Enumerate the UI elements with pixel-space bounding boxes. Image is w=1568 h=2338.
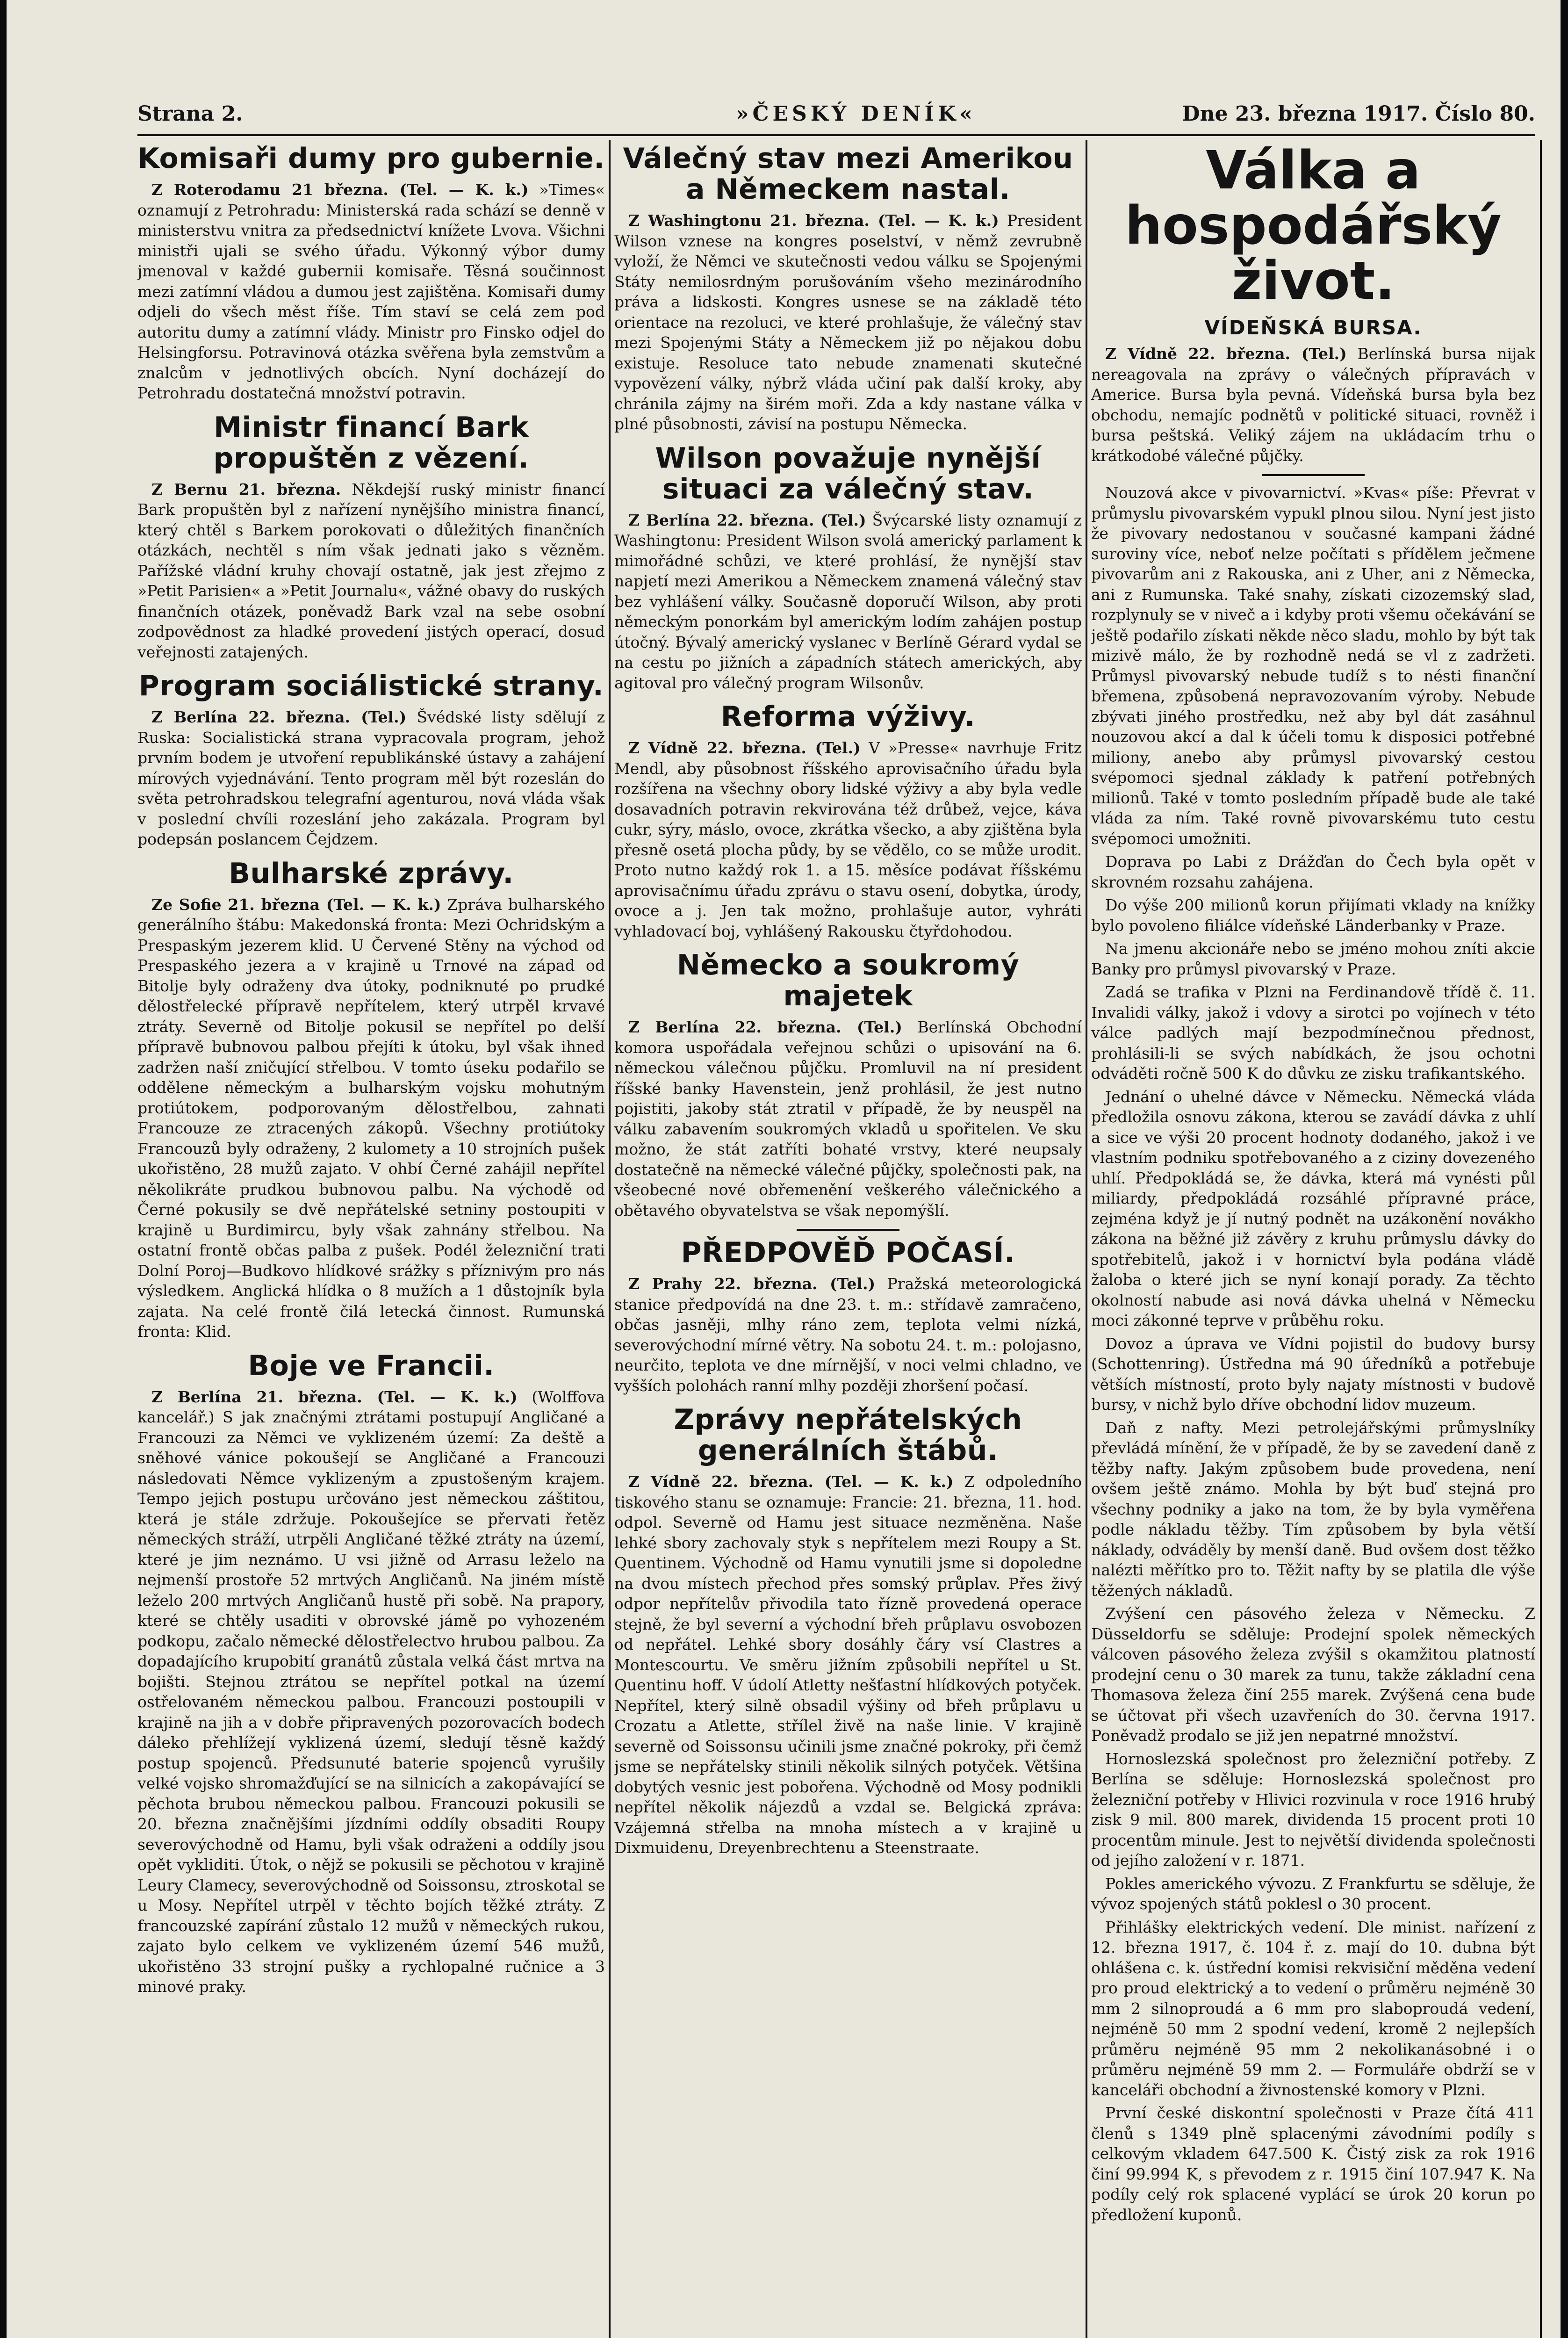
section-subhead: VÍDEŇSKÁ BURSA.: [1204, 316, 1422, 339]
masthead: [137, 102, 1535, 131]
news-item: Pokles amerického vývozu. Z Frankfurtu se sděluje, že vývoz spojených států poklesl o 30 procent.: [1091, 1874, 1535, 1913]
article-dateline: Z Vídně 22. března. (Tel.): [628, 739, 861, 757]
article-bark: [137, 412, 605, 663]
article-body: Berlínská bursa nijak nereagovala na zprávy o válečných přípravách v Americe. Bursa byla pevná. Vídeňská bursa byla bez obchodu, nemajíc podnětů v politické situaci, rovněž i bursa peštská. Veliký zájem na ukládacím trhu o krátkodobé válečné půjčky.: [1091, 345, 1535, 465]
article-dateline: Z Berlína 22. března. (Tel.): [628, 1018, 902, 1036]
news-item: Daň z nafty. Mezi petrolejářskými průmyslníky převládá mínění, že v případě, že by se zavedení daně z těžby nafty. Jakým způsobem bude provedena, není ovšem ještě známo. Mohla by být buď stejná pro všechny podniky a jako na tom, že by byla vyměřena podle nákladu těžby. Tím způsobem by byla větší náklady, odváděly by menší daně. Bud ovšem dost těžko nalézti měřítko pro to. Těžit nafty by se platila dle výše těžených nákladů.: [1091, 1418, 1535, 1600]
divider: [797, 1229, 899, 1231]
article-dateline: Z Berlína 22. března. (Tel.): [628, 511, 866, 529]
column-rule: [1086, 140, 1087, 2338]
article-headline: Ministr financí Bark propuštěn z vězení.: [213, 411, 529, 475]
article-zpravy-stabu: [614, 1404, 1082, 1858]
article-body: Někdejší ruský ministr financí Bark propuštěn byl z nařízení nynějšího ministra financí, který chtěl s Barkem porokovati o důležitých finančních otázkách, nechtěl s ním však jednati jako s vězněm. Pařížské vládní kruhy chovají ostatně, jak jest zřejmo z »Petit Parisien« a »Petit Journalu«, vážné obavy do ruských finančních otázek, poněvadž Bark vzal na sebe osobní zodpovědnost za hladké provedení jistých operací, dosud veřejnosti zatajených.: [137, 480, 605, 661]
article-dateline: Z Berlína 22. března. (Tel.): [151, 708, 407, 726]
article-reforma: [614, 701, 1082, 941]
article-dateline: Z Roterodamu 21 března. (Tel. — K. k.): [151, 180, 529, 199]
article-dateline: Z Bernu 21. března.: [151, 480, 341, 498]
article-body: V »Presse« navrhuje Fritz Mendl, aby působnost říšského aprovisačního úřadu byla rozšířena na všechny obory lidské výživy a aby byla vedle dosavadních potravin rekvirována též drůbež, vejce, káva cukr, sýry, máslo, ovoce, zkrátka všecko, a aby zjištěna byla přesně osetá plocha půdy, by se vědělo, co se může urodit. Proto nutno každý rok 1. a 15. měsíce podávat říšskému aprovisačnímu úřadu zprávu o stavu osení, dobytka, úrody, ovoce a j. Jen tak možno, prohlašuje autor, vyhráti vyhladovací boj, vyhlášený Rakousku čtyřdohodou.: [614, 739, 1082, 940]
divider: [1262, 474, 1365, 476]
article-dateline: Z Vídně 22. března. (Tel.): [1105, 345, 1347, 363]
news-item: První české diskontní společnosti v Praze čítá 411 členů s 1349 plně splacenými závodními podíly s celkovým vkladem 647.500 K. Čistý zisk za rok 1916 činí 99.994 K, s převodem z r. 1915 činí 107.947 K. Na podíly celý rok splacené vyplácí se úrok 20 korun po předložení kuponů.: [1091, 2104, 1535, 2224]
article-body: »Times« oznamují z Petrohradu: Ministerská rada schází se denně v ministerstvu vnitra za předsednictví knížete Lvova. Všichni ministři ujali se svého úřadu. Výkonný výbor dumy jmenoval v každé gubernii komisaře. Těsná součinnost mezi zatímní vládou a dumou jest zajištěna. Komisaři dumy odjeli do všech měst říše. Tím staví se celá zem pod autoritu dumy a zatímní vlády. Ministr pro Finsko odjel do Helsingforsu. Potravinová otázka svěřena byla zemstvům a znalcům v jednotlivých obcích. Nyní docházejí do Petrohradu dostatečná množství potravin.: [137, 180, 605, 402]
article-body: Berlínská Obchodní komora uspořádala veřejnou schůzi o upisování na 6. německou válečnou půjčku. Promluvil na ní president říšské banky Havenstein, jenž prohlásil, že jest nutno pojistiti, jakoby stát ztratil v případě, že by neuspěl na válku zabavením soukromých vkladů u spořitelen. Ve sku možno, že stát zatříti bohaté vrstvy, které neupsaly dostatečně na německé válečné půjčky, společnosti pak, na všeobecné nové obřemenění veškerého válečnického a obětavého obyvatelstva se však nepomýšlí.: [614, 1018, 1082, 1220]
newspaper-title: »ČESKÝ DENÍK«: [736, 102, 976, 126]
article-boje: [137, 1350, 605, 1997]
article-headline: Zprávy nepřátelských generálních štábů.: [674, 1403, 1022, 1467]
news-item: Zadá se trafika v Plzni na Ferdinandově třídě č. 11. Invalidi války, jakož i vdovy a sirotci po vojínech v této válce padlých mají bezpodmínečnou přednost, prohlásili-li se svých nabídkách, že jsou ochotni odváděti ročně 500 K do důvku ze zisku trafikantského.: [1091, 983, 1535, 1082]
article-body: Švédské listy sdělují z Ruska: Socialistická strana vypracovala program, jehož prvním bodem je utvoření republikánské ústavy a zahájení mírových vyjednávání. Tento program měl být rozeslán do světa petrohradskou telegrafní agenturou, nová vláda však v poslední chvíli rozeslání jeho zakázala. Program byl podepsán poslancem Čejdzem.: [137, 708, 605, 848]
article-body: Zpráva bulharského generálního štábu: Makedonská fronta: Mezi Ochridským a Prespaským jezerem klid. U Červené Stěny na východ od Prespaského jezera a v krajině u Trnové na západ od Bitolje byly odraženy dva útoky, podniknuté po prudké dělostřelecké přípravě nepřítelem, který utrpěl krvavé ztráty. Severně od Bitolje pokusil se nepřítel po delší přípravě bubnovou palbou přejíti k útoku, byl však ihned zadržen naší zničující střelbou. V tomto úseku podařilo se oddělene německým a bulharským vojsku mohutným protiútokem, podporovaným dělostřelbou, zahnati Francouze ze ztracených zákopů. Všechny protiútoky Francouzů byly odraženy, 2 kulomety a 10 strojních pušek ukořistěno, 28 mužů zajato. V ohbí Černé zahájil nepřítel několikráte prudkou bubnovou palbu. Na východě od Černé pokusily se dvě nepřátelské setniny postoupiti v krajině u Burdimircu, byly však zahnány střelbou. Na ostatní frontě občas palba z pušek. Podél železniční trati Dolní Poroj—Budkovo hlídkové srážky s příznivým pro nás výsledkem. Anglická hlídka o 8 mužích a 1 důstojník byla zajata. Na celé frontě čilá letecká činnost. Rumunská fronta: Klid.: [137, 895, 605, 1341]
article-nemecko: [614, 950, 1082, 1220]
news-item: Do výše 200 milionů korun přijímati vklady na knížky bylo povoleno filiálce vídeňské Länderbanky v Praze.: [1091, 896, 1535, 935]
article-pocasi: [614, 1229, 1082, 1396]
article-bursa: [1091, 344, 1535, 466]
news-item: Doprava po Labi z Drážďan do Čech byla opět v skrovném rozsahu zahájena.: [1091, 852, 1535, 891]
header-rule: [137, 134, 1535, 136]
article-bulharske: [137, 858, 605, 1342]
article-headline: Program sociálistické strany.: [138, 670, 604, 702]
column-rule: [609, 140, 611, 2338]
article-headline: Válečný stav mezi Amerikou a Německem nastal.: [623, 142, 1073, 206]
news-item: Nouzová akce v pivovarnictví. »Kvas« píše: Převrat v průmyslu pivovarském vypukl plnou silou. Nyní jest jisto že pivovary nedostanou v současné kampani žádné suroviny více, neboť nelze počítati s přídělem ječmene pivovarům ani z Rakouska, ani z Uher, ani z Německa, ani z Rumunska. Také snahy, získati cizozemský slad, rozplynuly se v niveč a i kdyby proti všemu očekávání se ještě podařilo získati někde něco sladu, mohlo by být tak mizivě málo, že by rozhodně nedá se vl z zadržeti. Průmysl pivovarský nebude tudíž s to nésti finanční břemena, způsobená nepravozovaním výroby. Nebude zbývati jiného prostředku, než aby byl dát zasáhnul nouzovou akcí a dal k účeli tomu k disposici potřebné miliony, anebo aby průmysl pivovarský cestou svépomoci sjednal základy k patření potřebných milionů. Také v tomto posledním případě bude ale také vláda za ním. Také rovně pivovarskému tuto cestu svépomoci umožniti.: [1091, 483, 1535, 848]
article-headline: Reforma výživy.: [720, 700, 976, 733]
article-dateline: Z Berlína 21. března. (Tel. — K. k.): [151, 1387, 518, 1406]
article-body: Z odpoledního tiskového stanu se oznamuje: Francie: 21. března, 11. hod. odpol. Severně od Hamu jest situace nezměněna. Naše lehké sbory zachovaly styk s nepřítelem mezi Roupy a St. Quentinem. Východně od Hamu vynutili jsme si dopoledne na dvou místech přechod přes somský průplav. Přes živý odpor nepřítelův přivodila tato řízně provedená operace stejně, že byl severní a východní břeh průplavu osvobozen od nepřátel. Lehké sbory dosáhly čáry vsí Clastres a Montescourtu. Ve směru jižním způsobili nepřítel u St. Quentinu hoff. V údolí Atletty nešťastní hlídkových potyček. Nepřítel, který silně obsadil výšiny od břeh průplavu u Crozatu a Atlette, střílel živě na naše linie. V krajině severně od Soissonsu učinili jsme značné pokroky, při čemž jsme se nepřátelsky stinili několik silných potyček. Většina dobytých vesnic jest pobořena. Východně od Mosy podnikli nepřítel několik nájezdů a vzdal se. Belgická zpráva: Vzájemná střelba na mnoha místech a v krajině u Dixmuidenu, Dreyenbrechtenu a Steenstraate.: [614, 1472, 1082, 1857]
news-item: Dovoz a úprava ve Vídni pojistil do budovy bursy (Schottenring). Ústředna má 90 úředníků a potřebuje větších místností, proto byly najaty místnosti v budově bursy, v nichž bylo dříve obchodní lidov muzeum.: [1091, 1334, 1535, 1414]
newspaper-page: [7, 0, 1561, 2338]
article-body: Pražská meteorologická stanice předpovídá na dne 23. t. m.: střídavě zamračeno, občas jasněji, mlhy ráno zem, teplota velmi nízká, severovýchodní mírné větry. Na sobotu 24. t. m.: polojasno, neurčito, teplota ve dne mírnější, v noci velmi chladno, ve vyšších polohách ranní mlhy později zhoršení počasí.: [614, 1275, 1082, 1395]
news-item: Zvýšení cen pásového železa v Německu. Z Düsseldorfu se sděluje: Prodejní spolek německých válcoven pásového železa zvýšil s okamžitou platností prodejní cenu o 30 marek za tunu, takže základní cena Thomasova železa činí 255 marek. Zvýšená cena bude se účtovat při všech uzavřeních do 30. června 1917. Poněvadž prodalo se již jen nepatrné množství.: [1091, 1604, 1535, 1745]
article-dateline: Z Prahy 22. března. (Tel.): [628, 1275, 876, 1293]
article-headline: Boje ve Francii.: [248, 1349, 495, 1382]
article-dateline: Z Vídně 22. března. (Tel. — K. k.): [628, 1472, 954, 1491]
news-item: Přihlášky elektrických vedení. Dle minist. nařízení z 12. března 1917, č. 104 ř. z. mají do 10. dubna být ohlášena c. k. ústřední komisi rekvisiční měděna vedení pro proud elektrický a to vedení o průměru nejméně 30 mm 2 silnoproudá a 6 mm pro slaboproudá vedení, nejméně 50 mm 2 spodní vedení, kromě 2 nejlepších průměru nejméně 95 mm 2 nekolikanásobné i o průměru nejméně 59 mm 2. — Formuláře obdrží se v kanceláři obchodní a živnostenské komory v Plzni.: [1091, 1918, 1535, 2099]
article-dateline: Ze Sofie 21. března (Tel. — K. k.): [151, 895, 441, 914]
article-headline: PŘEDPOVĚĎ POČASÍ.: [681, 1236, 1015, 1269]
article-valecny-stav: [614, 143, 1082, 434]
column-2: [614, 140, 1082, 2338]
news-item: Hornoslezská společnost pro železniční potřeby. Z Berlína se sděluje: Hornoslezská společnost pro železniční potřeby v Hlivici rozvinula v roce 1916 hrubý zisk 9 mil. 800 marek, dividenda 15 procent proti 10 procentům minule. Jest to největší dividenda společnosti od jejího založení v r. 1871.: [1091, 1749, 1535, 1869]
news-item: Jednání o uhelné dávce v Německu. Německá vláda předložila osnovu zákona, kterou se zavádí dávka z uhlí a sice ve výši 20 procent hodnoty dodaného, jakož i ve vlastním podniku spotřebovaného a z ciziny dovezeného uhlí. Předpokládá se, že dávka, která má vynésti půl miliardy, předpokládá rozsáhlé přípravné práce, zejména když je jí nutný podnět na uzákonění novákho zákona na běžné již závěry z kruhu průmyslu dávky do spotřebitelů, jakož i v hornictví byla podána vládě žaloba o které jich se nyní konají porady. Za těchto okolností nabude asi nová dávka uhelná v Německu moci zákonné teprve v průběhu roku.: [1091, 1087, 1535, 1329]
issue-date: Dne 23. března 1917. Číslo 80.: [1182, 102, 1535, 126]
article-program: [137, 671, 605, 850]
article-komisari: [137, 143, 605, 404]
article-headline: Německo a soukromý majetek: [676, 949, 1020, 1012]
column-1: [137, 140, 605, 2338]
article-headline: Komisaři dumy pro gubernie.: [137, 142, 605, 175]
article-dateline: Z Washingtonu 21. března. (Tel. — K. k.): [628, 211, 999, 230]
article-headline: Bulharské zprávy.: [229, 857, 514, 890]
column-rule: [1540, 140, 1542, 2338]
article-wilson: [614, 443, 1082, 693]
article-body: President Wilson vznese na kongres poselství, v němž zevrubně vyloží, že Němci ve skutečnosti vedou válku se Spojenými Státy nemilosrdným porušováním všeho mezinárodního práva a lidskosti. Kongres usnese se na základě této orientace na rezoluci, ve které prohlašuje, že válečný stav mezi Spojenými Státy a Německem již po nějakou dobu existuje. Resoluce tato nebude znamenati skutečné vypovězení války, nýbrž vláda učiní pak další kroky, aby chránila zájmy na širém moři. Zda a kdy nastane válka v plné působnosti, závisí na postupu Německa.: [614, 211, 1082, 433]
article-headline: Wilson považuje nynější situaci za válečný stav.: [655, 441, 1041, 505]
column-3: [1091, 140, 1535, 2338]
article-body: Švýcarské listy oznamují z Washingtonu: President Wilson svolá americký parlament k mimořádné schůzi, ve které prohlásí, že nynější stav napjetí mezi Amerikou a Německem znamená válečný stav bez vyhlášení války. Současně doporučí Wilson, aby proti německým ponorkám byl americkým lodím zahájen postup útočný. Bývalý americký vyslanec v Berlíně Gérard vydal se na cestu po jižních a západních státech amerických, aby agitoval pro válečný program Wilsonův.: [614, 511, 1082, 692]
section-headline: Válka a hospodářský život.: [1125, 140, 1502, 311]
article-body: (Wolffova kancelář.) S jak značnými ztrátami postupují Angličané a Francouzi za Němci ve vyklizeném území: Za deště a sněhové vánice pokoušejí se Angličané a Francouzi následovati Němce vyklizeným a zpustošeným krajem. Tempo jejich postupu určováno jest německou záštitou, která je stále zdržuje. Pokoušejíce se přervati řetěz německých stráží, utrpěli Angličané těžké ztráty na území, které je jim neznámo. U vsi jižně od Arrasu leželo na nejmenší prostoře 52 mrtvých Angličanů. Na jiném místě leželo 200 mrtvých Angličanů hustě při sobě. Na prapory, které se chtěly usaditi v obrovské jámě po vyhozeném podkopu, začalo německé dělostřelectvo hrubou palbou. Za dopadajícího krupobití granátů zůstala velká část mrtva na bojišti. Stejnou ztrátou se nepřítel potkal na území ostřelovaném německou palbou. Francouzi postoupili v krajině na jih a v dobře připravených pozorovacích bodech dáleko přehlížejí vyklizená území, sledují těsně každý postup spojenců. Předsunuté baterie spojenců vyrušily velké vojsko shromažďující se na silnicích a zakopávající se pěchota brubou německou palbou. Francouzi pokusili se 20. března značnějšími jízdními oddíly obsaditi Roupy severovýchodně od Hamu, byli však odraženi a oddíly jsou opět vykliditi. Útok, o nějž se pokusili se pěchotou v krajině Leury Clamecy, severovýchodně od Soissonsu, ztroskotal se u Mosy. Nepřítel utrpěl v těchto bojích těžké ztráty. Z francouzské zapírání zůstalo 12 mužů v německých rukou, zajato bylo celkem ve vyklizeném území 546 mužů, ukořistěno 33 strojní pušky a rychlopalné ručnice a 3 minové praky.: [137, 1387, 605, 1996]
page-number: Strana 2.: [137, 102, 243, 126]
news-item: Na jmenu akcionáře nebo se jméno mohou zníti akcie Banky pro průmysl pivovarský v Praze.: [1091, 939, 1535, 978]
